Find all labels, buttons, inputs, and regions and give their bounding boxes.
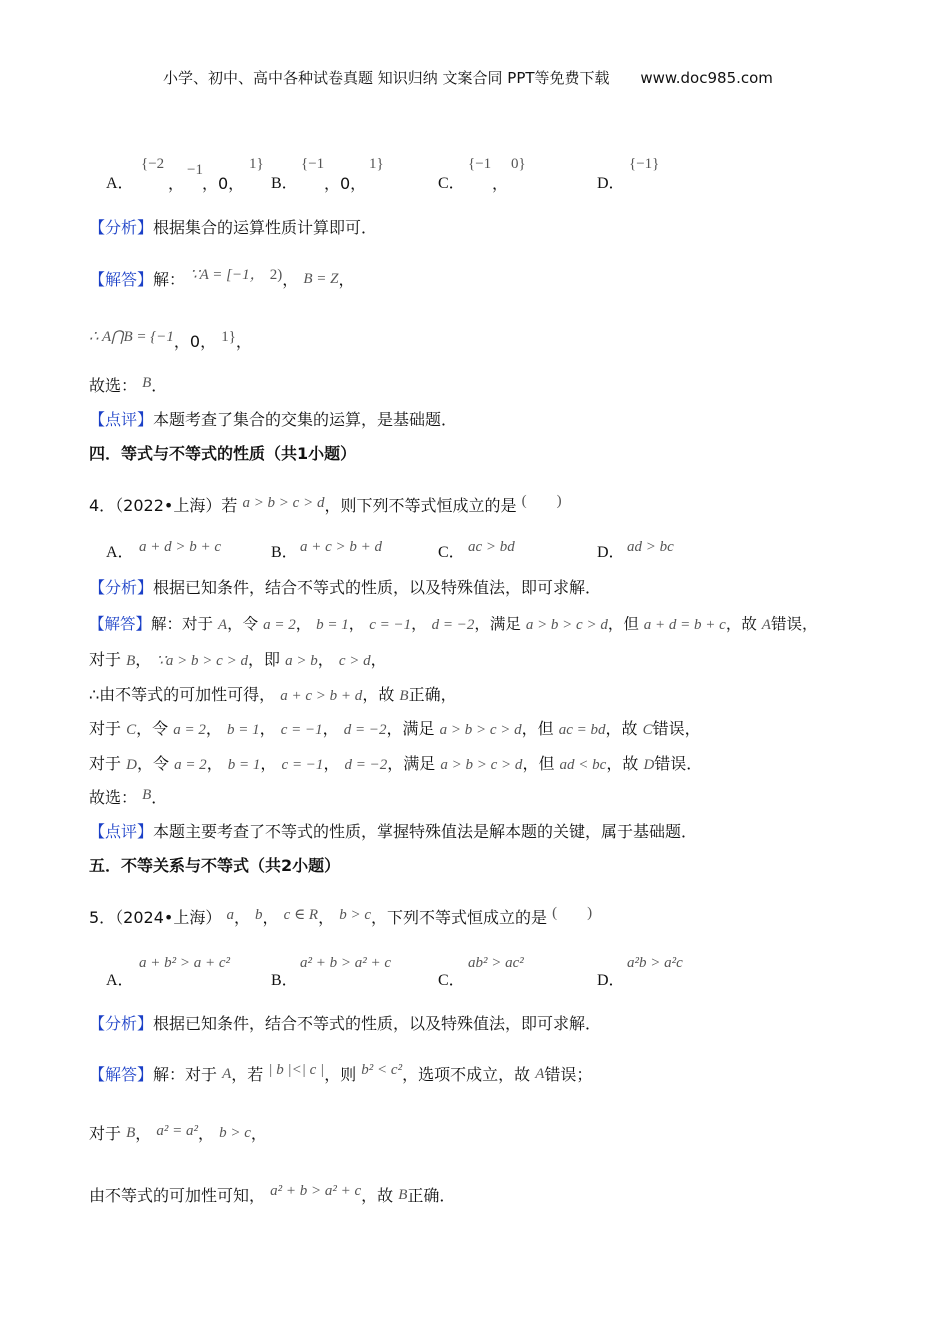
q3-option-c-label: C． <box>438 175 465 192</box>
q3-option-c-math: {−1 <box>468 156 492 172</box>
q4-analysis: 【分析】根据已知条件，结合不等式的性质，以及特殊值法，即可求解． <box>89 578 602 597</box>
q3-option-a-label: A． <box>106 175 134 192</box>
q5-answer-line2: 对于 B， a² = a²， b > c， <box>89 1123 267 1143</box>
section-4-heading: 四．等式与不等式的性质（共1小题） <box>89 444 357 463</box>
q4-option-a-math: a + d > b + c <box>139 539 222 555</box>
q5-option-b-label: B． <box>271 972 298 989</box>
q3-answer-line2: ∴ A⋂B = {−1，0， 1}， <box>89 329 252 351</box>
q3-option-b-label: B． <box>271 175 298 192</box>
q4-option-a-label: A． <box>106 544 134 561</box>
q4-answer-line3: ∴由不等式的可加性可得， a + c > b + d，故 B正确， <box>89 685 457 704</box>
q3-answer-line1: 【解答】解： ∵A = [−1， 2)， B = Z， <box>89 267 355 289</box>
q3-analysis: 【分析】根据集合的运算性质计算即可． <box>89 218 378 237</box>
q3-option-b-math: {−1 <box>301 156 325 172</box>
q5-option-c-label: C． <box>438 972 465 989</box>
q5-option-d-math: a²b > a²c <box>627 955 683 971</box>
q4-option-c-label: C． <box>438 544 465 561</box>
q3-option-d-label: D． <box>597 175 625 192</box>
q5-option-a-math: a + b² > a + c² <box>139 955 231 971</box>
q3-comment: 【点评】本题考查了集合的交集的运算，是基础题． <box>89 410 458 429</box>
header-text: 小学、初中、高中各种试卷真题 知识归纳 文案合同 PPT等免费下载 <box>163 69 610 87</box>
q3-choose: 故选： B． <box>89 375 168 395</box>
q5-option-a-label: A． <box>106 972 134 989</box>
q5-option-d-label: D． <box>597 972 625 989</box>
header-url: www.doc985.com <box>640 69 773 87</box>
page-header <box>163 71 773 86</box>
q4-comment: 【点评】本题主要考查了不等式的性质，掌握特殊值法是解本题的关键，属于基础题． <box>89 822 698 841</box>
q5-option-c-math: ab² > ac² <box>468 955 524 971</box>
q4-answer-line4: 对于 C，令 a = 2， b = 1， c = −1， d = −2，满足 a > b > c > d，但 ac = bd，故 C错误， <box>89 719 701 738</box>
q5-option-b-math: a² + b > a² + c <box>300 955 392 971</box>
q4-answer-line1: 【解答】解：对于 A，令 a = 2， b = 1， c = −1， d = −2，满足 a > b > c > d，但 a + d = b + c，故 A错误， <box>89 615 818 633</box>
q4-option-c-math: ac > bd <box>468 539 515 555</box>
q5-answer-line1: 【解答】解：对于 A，若 | b |<| c |，则 b² < c²，选项不成立，故 A错误； <box>89 1062 593 1084</box>
q4-answer-line5: 对于 D，令 a = 2， b = 1， c = −1， d = −2，满足 a > b > c > d，但 ad < bc，故 D错误． <box>89 754 703 773</box>
q3-option-d-math: {−1} <box>629 156 660 172</box>
q4-option-d-label: D． <box>597 544 625 561</box>
q4-option-b-math: a + c > b + d <box>300 539 383 555</box>
q4-option-d-math: ad > bc <box>627 539 674 555</box>
q3-option-a-math: {−2 <box>141 156 165 172</box>
q5-stem: 5．（2024•上海） a， b， c ∈ R， b > c，下列不等式恒成立的是 ( ) <box>89 905 593 927</box>
q5-answer-line3: 由不等式的可加性可知， a² + b > a² + c，故 B正确． <box>89 1183 456 1205</box>
q4-option-b-label: B． <box>271 544 298 561</box>
section-5-heading: 五．不等关系与不等式（共2小题） <box>89 856 341 875</box>
q5-analysis: 【分析】根据已知条件，结合不等式的性质，以及特殊值法，即可求解． <box>89 1014 602 1033</box>
q4-choose: 故选： B． <box>89 787 168 807</box>
q4-answer-line2: 对于 B， ∵a > b > c > d，即 a > b， c > d， <box>89 650 387 669</box>
q4-stem: 4．（2022•上海）若 a > b > c > d，则下列不等式恒成立的是 ( ) <box>89 493 562 515</box>
